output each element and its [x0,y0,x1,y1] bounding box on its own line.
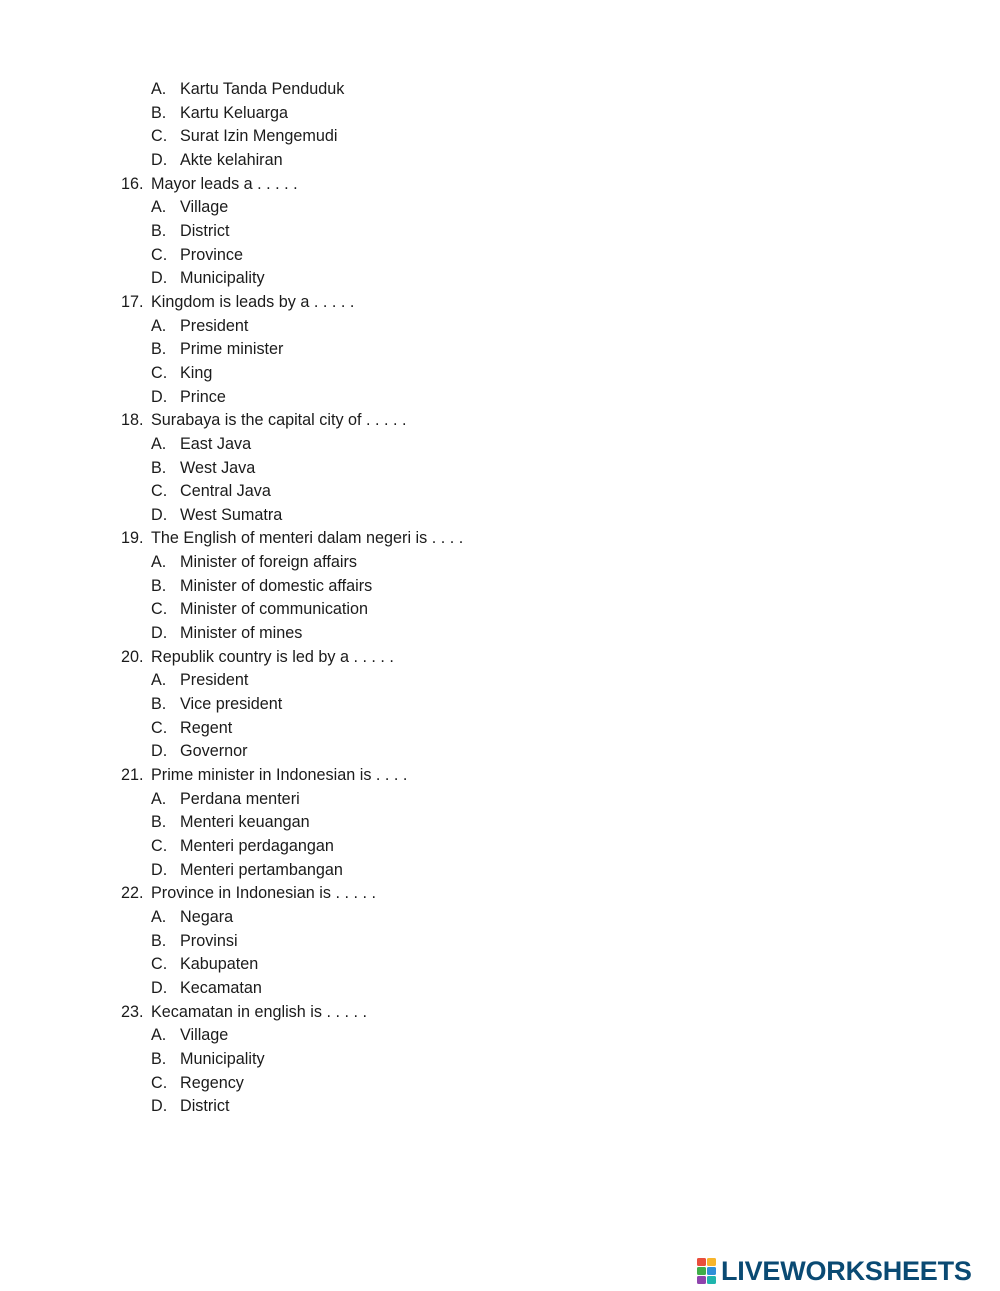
question-number: 20. [121,647,144,666]
option-text: Village [180,1026,229,1045]
option-text: Minister of mines [180,624,303,643]
option-text: Minister of communication [180,600,369,619]
question-row [0,646,1000,670]
question-item [0,882,1000,1000]
option-text: Prime minister [180,340,284,359]
option-letter: D. [151,1097,168,1116]
option-letter: B. [151,1049,167,1068]
option-letter: A. [151,907,167,926]
question-text: Surabaya is the capital city of . . . . . [151,411,407,430]
option-row [0,244,1000,268]
option-row [0,693,1000,717]
option-letter: A. [151,80,167,98]
option-row [0,315,1000,339]
question-text: Republik country is led by a . . . . . [151,647,394,666]
option-letter: C. [151,127,168,146]
option-row [0,551,1000,575]
question-item [0,527,1000,645]
option-row [0,433,1000,457]
option-text: East Java [180,434,252,453]
option-row [0,835,1000,859]
option-letter: D. [151,978,168,997]
question-item [0,409,1000,527]
question-text: The English of menteri dalam negeri is . . . . [151,529,464,548]
logo-tile [707,1276,716,1284]
worksheet [0,78,1000,1119]
option-row [0,788,1000,812]
option-row [0,267,1000,291]
logo-tile [697,1276,706,1284]
option-text: President [180,671,249,690]
option-letter: A. [151,198,167,217]
option-letter: B. [151,340,167,359]
option-text: Menteri keuangan [180,813,310,832]
question-list [0,173,1000,1119]
option-letter: D. [151,150,168,169]
option-letter: D. [151,269,168,288]
option-text: Akte kelahiran [180,150,283,169]
option-letter: C. [151,363,168,382]
logo-tile [707,1267,716,1275]
question-number: 22. [121,884,144,903]
option-letter: C. [151,955,168,974]
question-number: 17. [121,292,144,311]
option-row [0,78,1000,102]
question-text: Province in Indonesian is . . . . . [151,884,376,903]
option-letter: D. [151,860,168,879]
option-text: Central Java [180,482,271,501]
option-letter: A. [151,671,167,690]
question-number: 16. [121,174,144,193]
option-letter: A. [151,316,167,335]
option-text: Municipality [180,1049,265,1068]
option-row [0,125,1000,149]
option-letter: C. [151,482,168,501]
option-row [0,480,1000,504]
option-letter: C. [151,718,168,737]
option-text: Prince [180,387,226,406]
option-row [0,1072,1000,1096]
question-number: 19. [121,529,144,548]
option-text: Menteri pertambangan [180,860,343,879]
option-letter: B. [151,576,167,595]
option-letter: B. [151,695,167,714]
option-row [0,859,1000,883]
question-number: 18. [121,411,144,430]
question-text: Kingdom is leads by a . . . . . [151,292,355,311]
option-letter: B. [151,221,167,240]
option-text: Surat Izin Mengemudi [180,127,338,146]
option-text: Minister of foreign affairs [180,553,357,572]
option-text: Kecamatan [180,978,262,997]
question-row [0,1001,1000,1025]
option-text: West Sumatra [180,505,283,524]
option-row [0,338,1000,362]
option-text: Municipality [180,269,265,288]
option-text: West Java [180,458,256,477]
question-row [0,409,1000,433]
option-text: Provinsi [180,931,238,950]
option-row [0,196,1000,220]
option-letter: A. [151,553,167,572]
question-text: Mayor leads a . . . . . [151,174,298,193]
question-number: 23. [121,1002,144,1021]
option-row [0,504,1000,528]
option-text: Kartu Keluarga [180,103,288,122]
option-text: Kartu Tanda Penduduk [180,80,345,98]
option-row [0,386,1000,410]
liveworksheets-logo-icon [697,1258,717,1284]
option-letter: B. [151,458,167,477]
option-text: Village [180,198,229,217]
option-letter: D. [151,387,168,406]
logo-tile [697,1267,706,1275]
option-text: Menteri perdagangan [180,837,334,855]
option-letter: D. [151,742,168,761]
question-row [0,882,1000,906]
option-text: Regency [180,1073,244,1092]
option-text: District [180,221,230,240]
option-row [0,977,1000,1001]
option-letter: C. [151,837,168,855]
logo-tile [697,1258,706,1266]
option-letter: C. [151,1073,168,1092]
option-text: Governor [180,742,248,761]
liveworksheets-logo-text: LIVEWORKSHEETS [721,1256,972,1286]
option-text: Minister of domestic affairs [180,576,373,595]
option-row [0,362,1000,386]
question-number: 21. [121,766,144,785]
option-text: Negara [180,907,234,926]
option-text: King [180,363,213,382]
question-text: Prime minister in Indonesian is . . . . [151,766,408,785]
option-row [0,953,1000,977]
option-row [0,575,1000,599]
option-row [0,717,1000,741]
option-row [0,811,1000,835]
question-row [0,291,1000,315]
option-text: Kabupaten [180,955,259,974]
question-item [0,1001,1000,1119]
option-text: Province [180,245,243,264]
option-row [0,1024,1000,1048]
logo-tile [707,1258,716,1266]
option-row [0,220,1000,244]
option-text: District [180,1097,230,1116]
option-text: Regent [180,718,233,737]
question-item [0,764,1000,882]
leading-options [0,78,1000,173]
option-row [0,930,1000,954]
question-row [0,173,1000,197]
question-item [0,173,1000,291]
option-letter: B. [151,813,167,832]
question-row [0,764,1000,788]
option-row [0,457,1000,481]
question-item [0,291,1000,409]
question-row [0,527,1000,551]
option-text: Vice president [180,695,283,714]
question-item [0,646,1000,764]
option-letter: B. [151,931,167,950]
liveworksheets-logo [697,1257,972,1285]
question-text: Kecamatan in english is . . . . . [151,1002,367,1021]
option-row [0,1095,1000,1119]
option-letter: D. [151,505,168,524]
option-letter: A. [151,789,167,808]
option-letter: B. [151,103,167,122]
option-row [0,669,1000,693]
option-letter: C. [151,600,168,619]
option-row [0,622,1000,646]
option-text: President [180,316,249,335]
option-row [0,906,1000,930]
option-row [0,740,1000,764]
option-row [0,1048,1000,1072]
option-letter: A. [151,1026,167,1045]
option-letter: A. [151,434,167,453]
option-row [0,102,1000,126]
option-row [0,598,1000,622]
option-letter: D. [151,624,168,643]
option-text: Perdana menteri [180,789,300,808]
option-row [0,149,1000,173]
option-letter: C. [151,245,168,264]
